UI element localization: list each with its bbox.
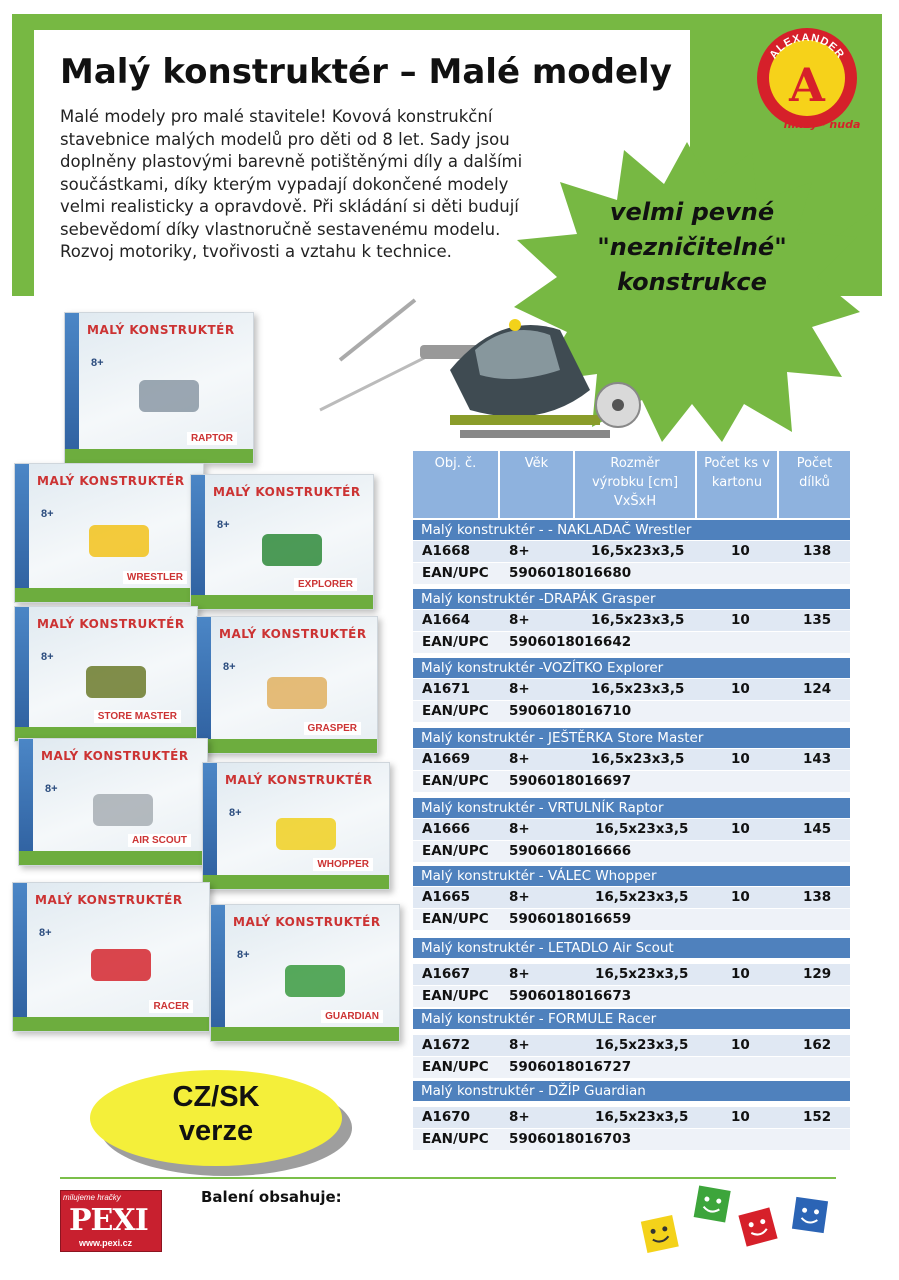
helicopter-model-image xyxy=(300,290,680,460)
product-code: A1671 xyxy=(422,681,471,697)
product-title: Malý konstruktér - VRTULNÍK Raptor xyxy=(413,798,850,818)
product-title: Malý konstruktér -VOZÍTKO Explorer xyxy=(413,658,850,678)
ean-value: 5906018016710 xyxy=(509,703,632,719)
intro-text: Malé modely pro malé stavitele! Kovová konstrukční stavebnice malých modelů pro děti od 8 let. Sady jsou doplněny plastovými barevně potištěnými díly a dalšími součástkami, díky kterým vypadají dokončené modely velmi realisticky a opravdově. Při skládání si děti budují sebevědomí díky vlastnoručně sestavenému modelu. Rozvoj motoriky, tvořivosti a vztahu k technice. xyxy=(60,107,523,261)
product-age: 8+ xyxy=(509,612,530,628)
box-age: 8+ xyxy=(41,651,54,663)
box-model-name: STORE MASTER xyxy=(94,710,181,723)
product-age: 8+ xyxy=(509,681,530,697)
product-pieces: 138 xyxy=(803,543,832,559)
footer-divider xyxy=(60,1177,836,1179)
product-age: 8+ xyxy=(509,889,530,905)
product-carton: 10 xyxy=(731,821,750,837)
product-age: 8+ xyxy=(509,543,530,559)
ean-row xyxy=(413,986,850,1007)
product-age: 8+ xyxy=(509,966,530,982)
box-age: 8+ xyxy=(217,519,230,531)
product-code: A1667 xyxy=(422,966,471,982)
box-age: 8+ xyxy=(91,357,104,369)
product-box-wrestler xyxy=(14,463,204,603)
product-code: A1672 xyxy=(422,1037,471,1053)
box-model-name: GUARDIAN xyxy=(321,1010,383,1023)
product-pieces: 124 xyxy=(803,681,832,697)
product-box-whopper xyxy=(202,762,390,890)
box-age: 8+ xyxy=(39,927,52,939)
product-row xyxy=(413,610,850,631)
header-age: Věk xyxy=(500,451,573,518)
ean-label: EAN/UPC xyxy=(422,911,489,927)
box-brand: MALÝ KONSTRUKTÉR xyxy=(87,323,235,337)
ean-value: 5906018016727 xyxy=(509,1059,632,1075)
ean-row xyxy=(413,632,850,653)
header-code: Obj. č. xyxy=(413,451,498,518)
product-title: Malý konstruktér - DŽÍP Guardian xyxy=(413,1081,850,1101)
product-pieces: 162 xyxy=(803,1037,832,1053)
box-model-name: RAPTOR xyxy=(187,432,237,445)
product-title: Malý konstruktér - FORMULE Racer xyxy=(413,1009,850,1029)
product-box-racer xyxy=(12,882,210,1032)
box-model-name: AIR SCOUT xyxy=(128,834,191,847)
product-pieces: 145 xyxy=(803,821,832,837)
ean-label: EAN/UPC xyxy=(422,1059,489,1075)
box-model-name: GRASPER xyxy=(304,722,361,735)
starburst-line-2: "nezničitelné" xyxy=(597,233,787,261)
page-title: Malý konstruktér – Malé modely xyxy=(60,52,672,92)
product-row xyxy=(413,679,850,700)
product-carton: 10 xyxy=(731,543,750,559)
pexi-tagline: milujeme hračky xyxy=(63,1193,121,1202)
product-row xyxy=(413,749,850,770)
ean-value: 5906018016666 xyxy=(509,843,632,859)
box-model-name: RACER xyxy=(149,1000,193,1013)
product-code: A1668 xyxy=(422,543,471,559)
product-pieces: 138 xyxy=(803,889,832,905)
header-size: Rozměr výrobku [cm] VxŠxH xyxy=(575,451,695,518)
product-box-grasper xyxy=(196,616,378,754)
box-age: 8+ xyxy=(237,949,250,961)
box-brand: MALÝ KONSTRUKTÉR xyxy=(233,915,381,929)
product-size: 16,5x23x3,5 xyxy=(591,681,685,697)
product-size: 16,5x23x3,5 xyxy=(595,966,689,982)
product-title: Malý konstruktér - VÁLEC Whopper xyxy=(413,866,850,886)
product-code: A1665 xyxy=(422,889,471,905)
ean-row xyxy=(413,909,850,930)
product-title: Malý konstruktér -DRAPÁK Grasper xyxy=(413,589,850,609)
product-carton: 10 xyxy=(731,681,750,697)
ean-label: EAN/UPC xyxy=(422,634,489,650)
starburst-line-1: velmi pevné xyxy=(609,198,775,226)
logo-slogan: nikdy · nuda xyxy=(783,118,861,131)
product-code: A1666 xyxy=(422,821,471,837)
product-row xyxy=(413,1035,850,1056)
product-row xyxy=(413,964,850,985)
product-carton: 10 xyxy=(731,1109,750,1125)
ean-value: 5906018016697 xyxy=(509,773,632,789)
product-carton: 10 xyxy=(731,889,750,905)
version-badge-line-2: verze xyxy=(178,1115,254,1147)
version-badge-line-1: CZ/SK xyxy=(172,1081,260,1113)
box-brand: MALÝ KONSTRUKTÉR xyxy=(225,773,373,787)
product-title: Malý konstruktér - JEŠTĚRKA Store Master xyxy=(413,728,850,748)
box-age: 8+ xyxy=(223,661,236,673)
pexi-logo xyxy=(60,1190,162,1252)
smiley-cubes-icon xyxy=(640,1180,840,1270)
box-model-name: WHOPPER xyxy=(313,858,373,871)
product-code: A1664 xyxy=(422,612,471,628)
box-age: 8+ xyxy=(229,807,242,819)
product-size: 16,5x23x3,5 xyxy=(595,821,689,837)
product-carton: 10 xyxy=(731,751,750,767)
product-size: 16,5x23x3,5 xyxy=(591,543,685,559)
product-row xyxy=(413,887,850,908)
alexander-logo xyxy=(752,26,862,136)
product-pieces: 135 xyxy=(803,612,832,628)
box-brand: MALÝ KONSTRUKTÉR xyxy=(35,893,183,907)
product-age: 8+ xyxy=(509,821,530,837)
ean-value: 5906018016642 xyxy=(509,634,632,650)
box-model-name: WRESTLER xyxy=(123,571,187,584)
ean-value: 5906018016673 xyxy=(509,988,632,1004)
product-box-store-master xyxy=(14,606,198,742)
ean-value: 5906018016680 xyxy=(509,565,632,581)
table-header xyxy=(413,451,850,518)
logo-brand: ALEXANDER xyxy=(767,31,847,62)
product-size: 16,5x23x3,5 xyxy=(591,751,685,767)
header-carton: Počet ks v kartonu xyxy=(697,451,777,518)
ean-row xyxy=(413,771,850,792)
pexi-wordmark: PEXI xyxy=(69,1203,148,1238)
ean-row xyxy=(413,841,850,862)
ean-row xyxy=(413,701,850,722)
product-row xyxy=(413,1107,850,1128)
product-code: A1669 xyxy=(422,751,471,767)
box-model-name: EXPLORER xyxy=(294,578,357,591)
product-row xyxy=(413,541,850,562)
starburst-line-3: konstrukce xyxy=(617,268,767,296)
ean-label: EAN/UPC xyxy=(422,703,489,719)
starburst-text xyxy=(562,195,822,300)
product-carton: 10 xyxy=(731,1037,750,1053)
product-size: 16,5x23x3,5 xyxy=(595,1109,689,1125)
pexi-url: www.pexi.cz xyxy=(79,1238,133,1248)
product-age: 8+ xyxy=(509,1109,530,1125)
product-pieces: 129 xyxy=(803,966,832,982)
ean-label: EAN/UPC xyxy=(422,843,489,859)
ean-value: 5906018016659 xyxy=(509,911,632,927)
box-age: 8+ xyxy=(41,508,54,520)
box-brand: MALÝ KONSTRUKTÉR xyxy=(219,627,367,641)
box-age: 8+ xyxy=(45,783,58,795)
box-brand: MALÝ KONSTRUKTÉR xyxy=(213,485,361,499)
ean-row xyxy=(413,1129,850,1150)
product-age: 8+ xyxy=(509,751,530,767)
box-brand: MALÝ KONSTRUKTÉR xyxy=(37,474,185,488)
ean-label: EAN/UPC xyxy=(422,1131,489,1147)
header-pieces: Počet dílků xyxy=(779,451,850,518)
product-carton: 10 xyxy=(731,612,750,628)
product-size: 16,5x23x3,5 xyxy=(595,1037,689,1053)
logo-letter: A xyxy=(789,58,825,112)
ean-label: EAN/UPC xyxy=(422,988,489,1004)
product-age: 8+ xyxy=(509,1037,530,1053)
product-row xyxy=(413,819,850,840)
product-pieces: 143 xyxy=(803,751,832,767)
ean-value: 5906018016703 xyxy=(509,1131,632,1147)
box-brand: MALÝ KONSTRUKTÉR xyxy=(41,749,189,763)
product-box-explorer xyxy=(190,474,374,610)
version-badge xyxy=(90,1070,342,1166)
product-title: Malý konstruktér - LETADLO Air Scout xyxy=(413,938,850,958)
ean-row xyxy=(413,1057,850,1078)
product-code: A1670 xyxy=(422,1109,471,1125)
product-box-raptor xyxy=(64,312,254,464)
box-brand: MALÝ KONSTRUKTÉR xyxy=(37,617,185,631)
ean-label: EAN/UPC xyxy=(422,565,489,581)
product-size: 16,5x23x3,5 xyxy=(591,612,685,628)
product-title: Malý konstruktér - - NAKLADAČ Wrestler xyxy=(413,520,850,540)
product-size: 16,5x23x3,5 xyxy=(595,889,689,905)
product-pieces: 152 xyxy=(803,1109,832,1125)
ean-row xyxy=(413,563,850,584)
product-box-air-scout xyxy=(18,738,208,866)
product-box-guardian xyxy=(210,904,400,1042)
product-carton: 10 xyxy=(731,966,750,982)
packaging-label: Balení obsahuje: xyxy=(201,1188,342,1206)
ean-label: EAN/UPC xyxy=(422,773,489,789)
